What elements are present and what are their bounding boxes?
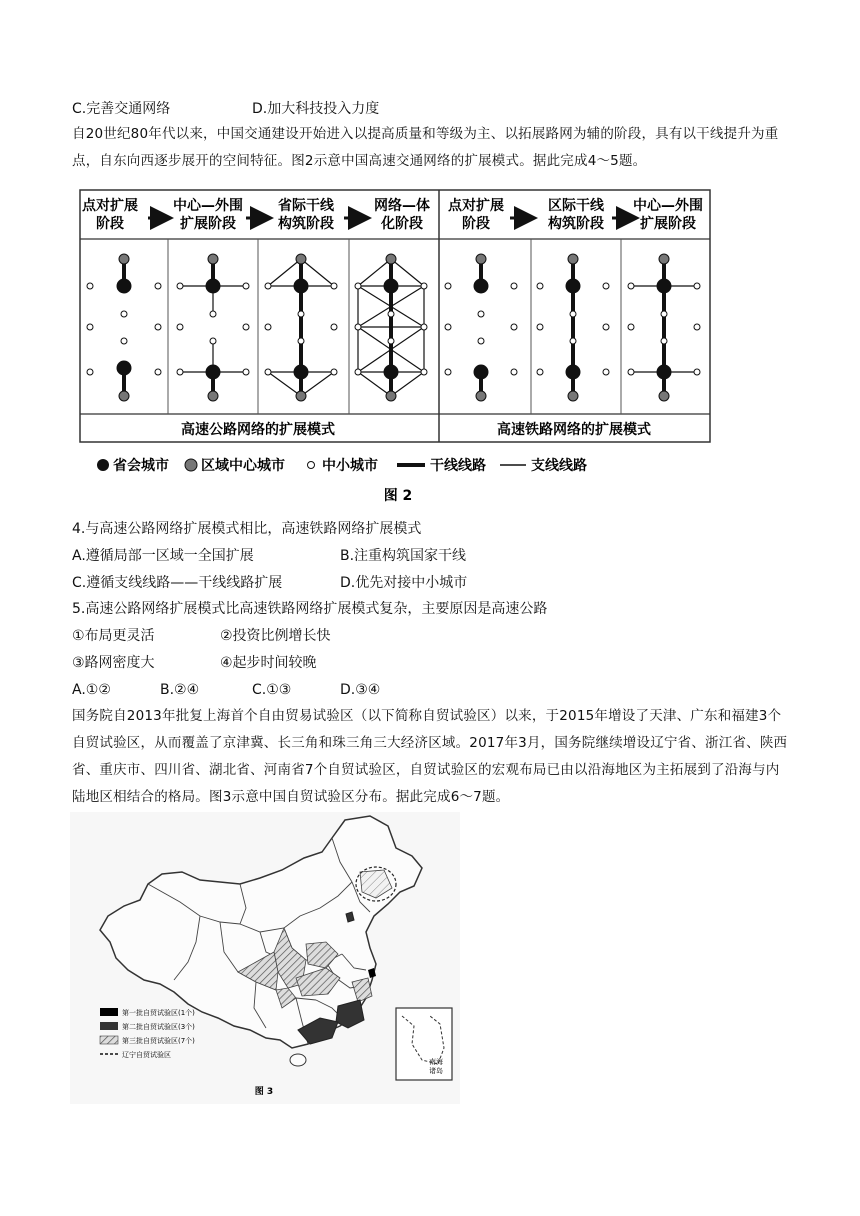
legend-capital: 省会城市 — [113, 458, 169, 474]
figure2-legend — [97, 457, 587, 474]
q4-option-a: A.遵循局部一区域一全国扩展 — [72, 548, 254, 564]
q5-statement-2: ②投资比例增长快 — [220, 628, 331, 644]
svg-text:阶段: 阶段 — [96, 216, 124, 232]
svg-text:扩展阶段: 扩展阶段 — [640, 216, 696, 232]
figure2-caption: 图 2 — [383, 488, 413, 504]
intro-paragraph-2: 国务院自2013年批复上海首个自由贸易试验区（以下简称自贸试验区）以来，于2015年增设了天津、广东和福建3个自贸试验区，从而覆盖了京津冀、长三角和珠三角三大经济区域。2017年3月，国务院继续增设辽宁省、浙江省、陕西省、重庆市、四川省、湖北省、河南省7个自贸试验区，自贸试验区的宏观布局已由以沿海地区为主拓展到了沿海与内陆地区相结合的格局。图3示意中国自贸试验区分布。据此完成6～7题。 — [72, 708, 788, 805]
q5-option-a: A.①② — [72, 682, 111, 698]
inset-label-1: 南海 — [429, 1058, 443, 1066]
legend-branch: 支线线路 — [531, 458, 587, 474]
hw-panel-3 — [265, 254, 337, 401]
q4-stem: 4.与高速公路网络扩展模式相比，高速铁路网络扩展模式 — [72, 521, 422, 537]
hw-panel-4 — [355, 254, 427, 401]
figure-3 — [70, 812, 460, 1104]
hw-stage-2: 中心—外围 — [173, 198, 243, 214]
q4-option-b: B.注重构筑国家干线 — [340, 548, 467, 564]
f3-legend-4: 辽宁自贸试验区 — [122, 1051, 171, 1059]
rw-panel-2 — [537, 254, 609, 401]
option-c: C.完善交通网络 — [72, 101, 171, 117]
inset-label-2: 诸岛 — [429, 1067, 443, 1075]
hw-stage-3: 省际干线 — [278, 198, 334, 214]
hw-stage-4: 网络—体 — [374, 198, 430, 214]
rw-panel-1 — [445, 254, 517, 401]
hw-panel-2 — [177, 254, 249, 401]
svg-text:阶段: 阶段 — [462, 216, 490, 232]
q5-stem: 5.高速公路网络扩展模式比高速铁路网络扩展模式复杂，主要原因是高速公路 — [72, 601, 548, 617]
hw-panel-1 — [87, 254, 161, 401]
legend-small: 中小城市 — [322, 458, 378, 474]
rw-stage-2: 区际干线 — [548, 198, 604, 214]
q4-option-d: D.优先对接中小城市 — [340, 575, 468, 591]
q4-option-c: C.遵循支线线路——干线线路扩展 — [72, 575, 283, 591]
svg-text:构筑阶段: 构筑阶段 — [548, 216, 604, 232]
figure-2 — [68, 186, 728, 506]
hw-stage-1: 点对扩展 — [82, 198, 138, 214]
f3-legend-3: 第三批自贸试验区(7个) — [122, 1037, 195, 1045]
f3-legend-2: 第二批自贸试验区(3个) — [122, 1023, 195, 1031]
q5-option-d: D.③④ — [340, 682, 381, 698]
figure3-caption: 图 3 — [254, 1087, 274, 1097]
railway-title: 高速铁路网络的扩展模式 — [497, 422, 651, 438]
q5-statement-3: ③路网密度大 — [72, 655, 155, 671]
q5-statement-4: ④起步时间较晚 — [220, 655, 317, 671]
fz-tianjin — [346, 912, 354, 922]
svg-text:构筑阶段: 构筑阶段 — [278, 216, 334, 232]
rw-panel-3 — [628, 254, 700, 401]
svg-text:扩展阶段: 扩展阶段 — [180, 216, 236, 232]
q5-option-c: C.①③ — [252, 682, 292, 698]
q5-option-b: B.②④ — [160, 682, 200, 698]
option-d: D.加大科技投入力度 — [252, 101, 380, 117]
rw-stage-3: 中心—外围 — [633, 198, 703, 214]
legend-regional: 区域中心城市 — [201, 458, 285, 474]
legend-trunk: 干线线路 — [430, 458, 486, 474]
svg-text:化阶段: 化阶段 — [381, 216, 423, 232]
highway-title: 高速公路网络的扩展模式 — [181, 422, 335, 438]
rw-stage-1: 点对扩展 — [448, 198, 504, 214]
intro-paragraph-1: 自20世纪80年代以来，中国交通建设开始进入以提高质量和等级为主、以拓展路网为辅的阶段，具有以干线提升为重点，自东向西逐步展开的空间特征。图2示意中国高速交通网络的扩展模式。据此完成4～5题。 — [72, 126, 779, 169]
q5-statement-1: ①布局更灵活 — [72, 628, 155, 644]
hainan — [290, 1054, 306, 1066]
f3-legend-1: 第一批自贸试验区(1个) — [122, 1009, 195, 1017]
